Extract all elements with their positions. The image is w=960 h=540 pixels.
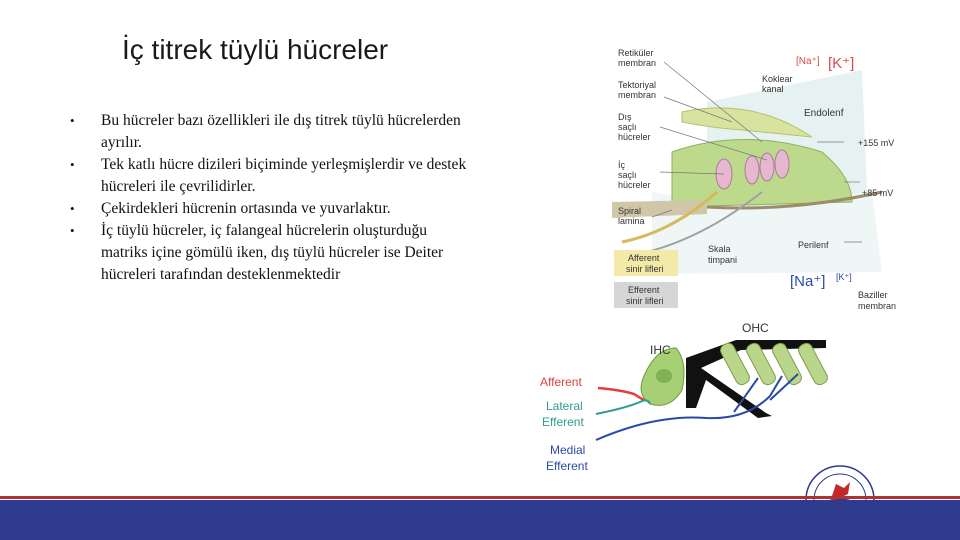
bullet-item (70, 110, 470, 154)
label-retikuler-membran: membran (618, 58, 657, 68)
label-perilenf: Perilenf (798, 240, 829, 250)
bullet-text: Tek katlı hücre dizileri biçiminde yerleşmişlerdir ve destek hücreleri ile çevrilidirler. (101, 156, 467, 195)
slide-title: İç titrek tüylü hücreler (122, 34, 389, 65)
label-ic: İç (618, 160, 626, 170)
bullet-dot: • (70, 113, 75, 128)
label-85mv: +85 mV (862, 188, 894, 198)
footer-bar (0, 500, 960, 540)
label-skala: Skala (708, 244, 731, 254)
footer-accent-line (0, 496, 960, 499)
outer-hair-cell (745, 156, 759, 184)
outer-hair-cell (775, 150, 789, 178)
label-lateral-efferent: Efferent (542, 415, 584, 429)
label-dis: Dış (618, 112, 632, 122)
bullet-dot: • (70, 157, 75, 172)
label-k-bottom: [K⁺] (836, 272, 852, 282)
bullet-text: İç tüylü hücreler, iç falangeal hücrelerin oluşturduğu matriks içine gömülü iken, dış tüylü hücreler ise Deiter hücreleri tarafından desteklenmektedir (101, 222, 444, 283)
label-efferent-sinir: sinir lifleri (626, 296, 664, 306)
label-dis-sacli: saçlı (618, 122, 637, 132)
label-afferent: Afferent (540, 375, 582, 389)
cochlea-diagram (612, 42, 912, 312)
label-na-bottom: [Na⁺] (790, 273, 826, 290)
label-na-top: [Na⁺] (796, 56, 820, 67)
label-timpani: timpani (708, 255, 738, 265)
outer-hair-cell (760, 153, 774, 181)
bullet-text: Çekirdekleri hücrenin ortasında ve yuvarlaktır. (101, 200, 391, 217)
bullet-dot: • (70, 223, 75, 238)
bullet-item (70, 154, 470, 198)
label-tektoriyal-membran: membran (618, 90, 657, 100)
label-koklear: Koklear (762, 74, 793, 84)
bullet-item (70, 220, 470, 286)
bullet-item (70, 198, 470, 220)
label-afferent: Afferent (628, 253, 660, 263)
label-kanal: kanal (762, 84, 784, 94)
label-endolenf: Endolenf (804, 108, 844, 119)
innervation-diagram (536, 318, 836, 478)
label-tektoriyal: Tektoriyal (618, 80, 657, 90)
label-ihc: IHC (650, 343, 671, 357)
label-baziller: Baziller (858, 290, 888, 300)
label-retikuler: Retiküler (618, 48, 654, 58)
label-k-top: [K⁺] (828, 55, 855, 72)
label-afferent-sinir: sinir lifleri (626, 264, 664, 274)
label-ohc: OHC (742, 321, 769, 335)
label-efferent: Efferent (628, 285, 660, 295)
label-dis-hucreler: hücreler (618, 132, 651, 142)
label-ic-hucreler: hücreler (618, 180, 651, 190)
label-ic-sacli: saçlı (618, 170, 637, 180)
label-baziller-membran: membran (858, 301, 897, 311)
label-medial-efferent: Efferent (546, 459, 588, 473)
label-medial: Medial (550, 443, 586, 457)
label-lateral: Lateral (546, 399, 583, 413)
ihc-nucleus (656, 369, 672, 383)
label-spiral: Spiral (618, 206, 642, 216)
label-lamina: lamina (618, 216, 645, 226)
label-155mv: +155 mV (858, 138, 895, 148)
bullet-text: Bu hücreler bazı özellikleri ile dış titrek tüylü hücrelerden ayrılır. (101, 112, 461, 151)
bullet-list (70, 110, 470, 286)
bullet-dot: • (70, 201, 75, 216)
